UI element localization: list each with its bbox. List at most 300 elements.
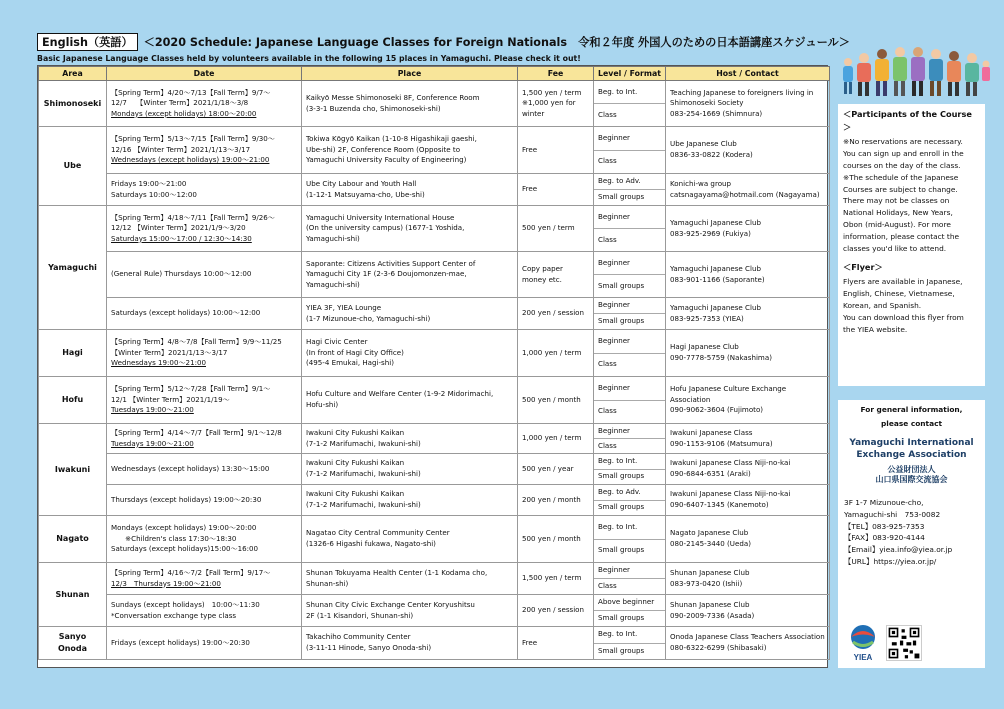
level-line: Beginner xyxy=(598,425,630,435)
place-line: (1-12-1 Matsuyama-cho, Ube-shi) xyxy=(306,189,425,199)
date-line: *Conversation exchange type class xyxy=(111,610,237,620)
level-line: Class xyxy=(594,400,665,424)
date-line: Saturdays (except holidays)15:00～16:00 xyxy=(111,544,259,554)
host-line: Hofu Japanese Culture Exchange Association xyxy=(670,384,787,404)
fee-cell xyxy=(518,595,594,627)
level-line: Small groups xyxy=(594,189,665,205)
place-line: Shunan Tokuyama Health Center (1-1 Kodama cho, xyxy=(306,567,488,577)
place-cell xyxy=(302,377,518,424)
date-cell xyxy=(107,485,302,516)
fee-cell xyxy=(518,627,594,660)
table-row xyxy=(39,595,830,627)
place-line: Shunan-shi) xyxy=(306,578,349,588)
host-cell xyxy=(666,627,830,660)
level-cell xyxy=(594,206,666,252)
level-line: Beg. to Int. xyxy=(598,455,638,465)
flyer-line: Flyers are available in Japanese, xyxy=(843,276,963,286)
fee-line: Free xyxy=(522,144,538,154)
area-cell xyxy=(39,516,107,563)
fee-cell xyxy=(518,127,594,174)
area-cell xyxy=(39,206,107,330)
fee-cell xyxy=(518,174,594,206)
level-line: Class xyxy=(594,578,665,594)
place-cell xyxy=(302,454,518,485)
participants-heading: ＜Participants of the Course＞ xyxy=(843,109,972,133)
place-cell xyxy=(302,174,518,206)
fee-line: 1,500 yen / term xyxy=(522,87,582,97)
level-cell xyxy=(594,377,666,424)
host-line: 090-6407-1345 (Kanemoto) xyxy=(670,500,769,509)
fee-line: 500 yen / month xyxy=(522,533,581,543)
host-cell xyxy=(666,595,830,627)
table-row xyxy=(39,563,830,595)
page-header xyxy=(37,33,850,49)
page-subtitle: Basic Japanese Language Classes held by volunteers available in the following 15 places in Yamaguchi. Please check it out! xyxy=(37,54,581,63)
table-row xyxy=(39,330,830,377)
level-line: Beg. to Int. xyxy=(598,521,638,531)
host-line: Iwakuni Japanese Class Niji-no-kai xyxy=(670,489,791,499)
place-line: (3-11-11 Hinode, Sanyo Onoda-shi) xyxy=(306,643,432,652)
place-line: 2F (1-1 Kisandori, Shunan-shi) xyxy=(306,610,414,620)
date-line: 【Spring Term】4/14～7/7【Fall Term】9/1～12/8 xyxy=(111,427,282,437)
address-line: 【URL】https://yiea.or.jp/ xyxy=(844,557,937,567)
participants-line: ※No reservations are necessary. xyxy=(843,136,963,146)
area-cell xyxy=(39,81,107,127)
table-row xyxy=(39,627,830,660)
host-line: 083-901-1166 (Saporante) xyxy=(670,274,765,284)
area-cell xyxy=(39,424,107,516)
fee-cell xyxy=(518,252,594,298)
date-line: 12/1 【Winter Term】2021/1/19～ xyxy=(111,394,230,404)
contact-heading-line2: please contact xyxy=(881,418,942,428)
host-line: Konichi-wa group xyxy=(670,178,732,188)
area-name: Shunan xyxy=(55,589,90,599)
participants-line: National Holidays, New Years, xyxy=(843,208,953,218)
level-line: Class xyxy=(594,228,665,251)
date-cell xyxy=(107,424,302,454)
date-cell xyxy=(107,127,302,174)
fee-cell xyxy=(518,516,594,563)
column-header-level: Level / Format xyxy=(594,67,666,81)
date-line: 【Spring Term】4/18～7/11【Fall Term】9/26～ xyxy=(111,212,275,222)
schedule-table-panel xyxy=(37,65,828,668)
host-line: Yamaguchi Japanese Club xyxy=(670,302,761,312)
fee-cell xyxy=(518,81,594,127)
fee-line: money etc. xyxy=(522,274,562,284)
address-line: 【Email】yiea.info@yiea.or.jp xyxy=(844,545,953,555)
level-line: Beginner xyxy=(598,211,630,221)
flyer-line: the YIEA website. xyxy=(843,324,908,334)
place-cell xyxy=(302,298,518,330)
date-cell xyxy=(107,298,302,330)
place-line: Kaikyō Messe Shimonoseki 8F, Conference Room xyxy=(306,92,480,102)
host-line: 080-6322-6299 (Shibasaki) xyxy=(670,643,767,652)
place-line: Nagatao City Central Community Center xyxy=(306,528,450,538)
fee-line: Copy paper xyxy=(522,263,563,273)
flyer-heading: ＜Flyer＞ xyxy=(843,262,883,273)
host-line: Onoda Japanese Class Teachers Association xyxy=(670,632,825,642)
address-line: 【TEL】083-925-7353 xyxy=(844,521,925,531)
area-name: Ube xyxy=(63,161,82,170)
place-line: Yamaguchi City 1F (2-3-6 Doujomonzen-mae, xyxy=(306,269,467,279)
fee-cell xyxy=(518,563,594,595)
host-line: 080-2145-3440 (Ueda) xyxy=(670,539,751,548)
level-line: Small groups xyxy=(594,274,665,297)
flyer-text xyxy=(843,276,980,336)
flyer-line: Korean, and Spanish. xyxy=(843,300,922,310)
fee-line: 500 yen / year xyxy=(522,463,574,473)
date-line: Wednesdays 19:00～21:00 xyxy=(111,358,206,368)
place-cell xyxy=(302,424,518,454)
place-cell xyxy=(302,627,518,660)
host-line: Nagato Japanese Club xyxy=(670,528,749,538)
place-line: Iwakuni City Fukushi Kaikan xyxy=(306,427,405,437)
table-row xyxy=(39,127,830,174)
place-line: Saporante: Citizens Activities Support Center of xyxy=(306,258,476,268)
table-row xyxy=(39,174,830,206)
level-line: Beginner xyxy=(598,300,630,310)
fee-line: 1,000 yen / term xyxy=(522,433,582,443)
fee-cell xyxy=(518,330,594,377)
participants-line: ※The schedule of the Japanese xyxy=(843,172,959,182)
date-line: 【Winter Term】2021/1/13～3/17 xyxy=(111,347,228,357)
host-line: 083-254-1669 (Shimnura) xyxy=(670,108,763,118)
place-line: Yamaguchi-shi) xyxy=(306,233,360,243)
date-cell xyxy=(107,330,302,377)
host-line: 083-973-0420 (Ishii) xyxy=(670,578,743,588)
area-name: Hofu xyxy=(61,395,84,404)
place-line: Iwakuni City Fukushi Kaikan xyxy=(306,489,405,499)
area-cell xyxy=(39,563,107,627)
level-cell xyxy=(594,252,666,298)
level-line: Small groups xyxy=(594,610,665,626)
place-line: (1326-6 Higashi fukawa, Nagato-shi) xyxy=(306,539,436,548)
date-cell xyxy=(107,595,302,627)
place-line: (495-4 Emukai, Hagi-shi) xyxy=(306,358,394,368)
schedule-table xyxy=(38,66,830,660)
host-cell xyxy=(666,424,830,454)
yiea-logo-icon xyxy=(845,622,881,662)
area-cell xyxy=(39,627,107,660)
date-line: Sundays (except holidays) 10:00～11:30 xyxy=(111,599,260,609)
area-name: Onoda xyxy=(57,644,88,653)
table-row xyxy=(39,298,830,330)
flyer-line: English, Chinese, Vietnamese, xyxy=(843,288,955,298)
column-header-place: Place xyxy=(302,67,518,81)
date-line: 【Spring Term】4/16～7/2【Fall Term】9/17～ xyxy=(111,567,271,577)
table-row xyxy=(39,454,830,485)
host-line: Iwakuni Japanese Class Niji-no-kai xyxy=(670,458,791,468)
place-line: Yamaguchi University Faculty of Engineering) xyxy=(306,155,467,165)
host-line: Teaching Japanese to foreigners living in xyxy=(670,87,814,97)
address-line: 【FAX】083-920-4144 xyxy=(844,533,925,543)
level-cell xyxy=(594,330,666,377)
area-name: Shimonoseki xyxy=(43,98,102,108)
table-row xyxy=(39,516,830,563)
host-line: Shunan Japanese Club xyxy=(670,599,750,609)
level-line: Small groups xyxy=(594,643,665,660)
date-cell xyxy=(107,377,302,424)
table-body xyxy=(39,81,830,660)
area-cell xyxy=(39,127,107,206)
level-line: Class xyxy=(594,353,665,377)
date-line: Tuesdays 19:00～21:00 xyxy=(111,405,194,415)
fee-line: 1,000 yen / term xyxy=(522,347,582,357)
level-line: Beg. to Adv. xyxy=(598,176,641,186)
host-line: catsnagayama@hotmail.com (Nagayama) xyxy=(670,189,820,199)
participants-line: You can sign up and enroll in the xyxy=(843,148,964,158)
place-line: Hofu Culture and Welfare Center (1-9-2 Midorimachi, xyxy=(306,389,494,399)
fee-line: 1,500 yen / term xyxy=(522,573,582,583)
host-cell xyxy=(666,81,830,127)
host-line: 0836-33-0822 (Kodera) xyxy=(670,150,753,159)
level-line: Beg. to Int. xyxy=(598,86,638,96)
place-line: Yamaguchi-shi) xyxy=(306,279,360,289)
host-line: 090-9062-3604 (Fujimoto) xyxy=(670,405,764,415)
column-header-host: Host / Contact xyxy=(666,67,830,81)
participants-line: There may not be classes on xyxy=(843,196,950,206)
date-cell xyxy=(107,174,302,206)
org-name-japanese xyxy=(838,465,985,484)
date-cell xyxy=(107,81,302,127)
date-cell xyxy=(107,516,302,563)
host-cell xyxy=(666,298,830,330)
participants-line: information, please contact the xyxy=(843,232,960,242)
place-line: Tokiwa Kōgyō Kaikan (1-10-8 Higashikaji gaeshi, xyxy=(306,134,477,144)
host-line: Yamaguchi Japanese Club xyxy=(670,263,761,273)
place-line: YIEA 3F, YIEA Lounge xyxy=(306,302,382,312)
level-line: Beginner xyxy=(598,335,630,345)
fee-line: 500 yen / month xyxy=(522,394,581,404)
fee-line: ※1,000 yen for xyxy=(522,98,576,108)
date-line: Mondays (except holidays) 18:00～20:00 xyxy=(111,108,257,118)
date-line: Saturdays (except holidays) 10:00～12:00 xyxy=(111,308,261,318)
level-line: Beginner xyxy=(598,257,630,267)
qr-code-icon[interactable] xyxy=(886,625,922,661)
place-cell xyxy=(302,252,518,298)
place-cell xyxy=(302,516,518,563)
host-line: Hagi Japanese Club xyxy=(670,342,739,352)
date-line: 12/16 【Winter Term】2021/1/13～3/17 xyxy=(111,144,251,154)
level-cell xyxy=(594,454,666,485)
info-panel xyxy=(838,104,985,386)
fee-cell xyxy=(518,485,594,516)
host-cell xyxy=(666,127,830,174)
area-name: Iwakuni xyxy=(54,464,91,474)
date-line: Wednesdays (except holidays) 19:00～21:00 xyxy=(111,155,270,165)
host-line: 090-7778-5759 (Nakashima) xyxy=(670,353,772,362)
date-line: Fridays 19:00～21:00 xyxy=(111,178,187,188)
logo-text: YIEA xyxy=(853,653,873,662)
host-line: 083-925-2969 (Fukiya) xyxy=(670,228,751,238)
place-line: Hofu-shi) xyxy=(306,400,339,409)
place-line: Iwakuni City Fukushi Kaikan xyxy=(306,458,405,468)
date-line: Saturdays 15:00～17:00 / 12:30～14:30 xyxy=(111,233,252,243)
place-cell xyxy=(302,595,518,627)
date-cell xyxy=(107,454,302,485)
place-cell xyxy=(302,485,518,516)
fee-line: 200 yen / session xyxy=(522,605,585,615)
date-cell xyxy=(107,627,302,660)
participants-line: Courses are subject to change. xyxy=(843,184,958,194)
date-line: 12/3 Thursdays 19:00～21:00 xyxy=(111,578,221,588)
column-header-area: Area xyxy=(39,67,107,81)
org-name-line2: Exchange Association xyxy=(856,449,967,460)
level-line: Beginner xyxy=(598,565,630,575)
date-line: ※Children's class 17:30～18:30 xyxy=(111,533,237,543)
place-cell xyxy=(302,206,518,252)
date-line: 【Spring Term】5/13～7/15【Fall Term】9/30～ xyxy=(111,134,275,144)
participants-line: courses on the day of the class. xyxy=(843,160,961,170)
date-line: Tuesdays 19:00～21:00 xyxy=(111,438,194,448)
place-line: Yamaguchi University International House xyxy=(306,212,455,222)
host-cell xyxy=(666,252,830,298)
level-line: Above beginner xyxy=(598,597,655,607)
level-cell xyxy=(594,174,666,206)
date-line: Mondays (except holidays) 19:00～20:00 xyxy=(111,523,257,533)
host-line: Iwakuni Japanese Class xyxy=(670,427,753,437)
level-line: Class xyxy=(594,150,665,174)
level-line: Beginner xyxy=(598,132,630,142)
place-line: (3-3-1 Buzenda cho, Shimonoseki-shi) xyxy=(306,103,441,113)
participants-text xyxy=(843,136,980,256)
column-header-date: Date xyxy=(107,67,302,81)
place-cell xyxy=(302,563,518,595)
date-line: 12/12 【Winter Term】2021/1/9～3/20 xyxy=(111,223,246,233)
level-cell xyxy=(594,595,666,627)
level-line: Small groups xyxy=(594,469,665,485)
area-cell xyxy=(39,330,107,377)
level-line: Small groups xyxy=(594,313,665,329)
place-cell xyxy=(302,127,518,174)
level-cell xyxy=(594,627,666,660)
org-jp-line1: 公益財団法人 xyxy=(887,465,936,475)
fee-line: 500 yen / term xyxy=(522,223,575,233)
level-line: Small groups xyxy=(594,539,665,563)
host-line: 090-2009-7336 (Asada) xyxy=(670,610,755,620)
date-line: 【Spring Term】5/12～7/28【Fall Term】9/1～ xyxy=(111,384,271,394)
place-line: (On the university campus) (1677-1 Yoshida, xyxy=(306,223,465,233)
org-name xyxy=(838,438,985,461)
place-cell xyxy=(302,330,518,377)
place-line: (1-7 Mizunoue-cho, Yamaguchi-shi) xyxy=(306,313,431,323)
level-line: Beg. to Int. xyxy=(598,629,638,639)
level-cell xyxy=(594,81,666,127)
date-line: 12/7 【Winter Term】2021/1/18～3/8 xyxy=(111,98,249,108)
host-cell xyxy=(666,206,830,252)
fee-cell xyxy=(518,424,594,454)
fee-line: Free xyxy=(522,184,538,194)
level-cell xyxy=(594,485,666,516)
address-line: 3F 1-7 Mizunoue-cho, xyxy=(844,497,924,507)
table-row xyxy=(39,206,830,252)
people-illustration xyxy=(840,38,990,98)
page-title: ＜2020 Schedule: Japanese Language Classes for Foreign Nationals 令和２年度 外国人のための日本語講座スケジュール＞ xyxy=(143,36,850,49)
fee-line: 200 yen / month xyxy=(522,494,581,504)
level-line: Beginner xyxy=(598,382,630,392)
area-name: Sanyo xyxy=(58,632,87,641)
date-line: 【Spring Term】4/8～7/8【Fall Term】9/9～11/25 xyxy=(111,337,282,347)
host-cell xyxy=(666,174,830,206)
host-line: Shimonoseki Society xyxy=(670,98,744,108)
area-name: Yamaguchi xyxy=(48,262,97,272)
table-row xyxy=(39,252,830,298)
fee-cell xyxy=(518,454,594,485)
place-line: (7-1-2 Marifumachi, Iwakuni-shi) xyxy=(306,500,421,509)
fee-cell xyxy=(518,298,594,330)
date-line: 【Spring Term】4/20～7/13【Fall Term】9/7～ xyxy=(111,87,271,97)
table-row xyxy=(39,81,830,127)
level-line: Class xyxy=(594,103,665,126)
participants-line: classes you'd like to attend. xyxy=(843,244,947,254)
host-line: Shunan Japanese Club xyxy=(670,567,750,577)
host-cell xyxy=(666,377,830,424)
org-name-line1: Yamaguchi International xyxy=(849,437,974,448)
area-name: Hagi xyxy=(62,348,83,357)
area-cell xyxy=(39,377,107,424)
address-line: Yamaguchi-shi 753-0082 xyxy=(844,509,941,519)
host-line: 083-925-7353 (YIEA) xyxy=(670,313,744,323)
place-line: (In front of Hagi City Office) xyxy=(306,347,404,357)
host-line: Yamaguchi Japanese Club xyxy=(670,217,761,227)
date-cell xyxy=(107,252,302,298)
fee-cell xyxy=(518,206,594,252)
place-line: (7-1-2 Marifumachi, Iwakuni-shi) xyxy=(306,469,421,478)
table-row xyxy=(39,485,830,516)
fee-cell xyxy=(518,377,594,424)
place-line: Takachiho Community Center xyxy=(306,632,411,642)
level-line: Beg. to Adv. xyxy=(598,486,641,496)
place-line: Ube City Labour and Youth Hall xyxy=(306,178,417,188)
fee-line: winter xyxy=(522,108,545,118)
date-line: (General Rule) Thursdays 10:00～12:00 xyxy=(111,269,252,279)
host-cell xyxy=(666,485,830,516)
date-cell xyxy=(107,206,302,252)
flyer-line: You can download this flyer from xyxy=(843,312,964,322)
contact-address xyxy=(838,497,985,569)
column-header-fee: Fee xyxy=(518,67,594,81)
level-line: Small groups xyxy=(594,500,665,516)
level-line: Class xyxy=(594,438,665,453)
level-cell xyxy=(594,127,666,174)
table-row xyxy=(39,377,830,424)
participants-line: Obon (mid-August). For more xyxy=(843,220,951,230)
org-jp-line2: 山口県国際交流協会 xyxy=(875,474,948,484)
fee-line: Free xyxy=(522,637,538,647)
table-header-row xyxy=(39,67,830,81)
level-cell xyxy=(594,563,666,595)
level-cell xyxy=(594,298,666,330)
date-line: Wednesdays (except holidays) 13:30～15:00 xyxy=(111,463,270,473)
place-cell xyxy=(302,81,518,127)
place-line: (7-1-2 Marifumachi, Iwakuni-shi) xyxy=(306,438,421,448)
place-line: Hagi Civic Center xyxy=(306,337,368,347)
fee-line: 200 yen / session xyxy=(522,308,585,318)
table-row xyxy=(39,424,830,454)
level-cell xyxy=(594,516,666,563)
host-cell xyxy=(666,330,830,377)
host-line: 090-1153-9106 (Matsumura) xyxy=(670,438,773,448)
date-line: Saturdays 10:00～12:00 xyxy=(111,189,197,199)
host-line: Ube Japanese Club xyxy=(670,139,737,149)
date-line: Fridays (except holidays) 19:00～20:30 xyxy=(111,637,250,647)
place-line: Shunan City Civic Exchange Center Koryushitsu xyxy=(306,599,475,609)
area-name: Nagato xyxy=(56,534,89,543)
date-line: Thursdays (except holidays) 19:00～20:30 xyxy=(111,494,262,504)
language-label: English（英語） xyxy=(37,33,138,51)
date-cell xyxy=(107,563,302,595)
host-cell xyxy=(666,454,830,485)
